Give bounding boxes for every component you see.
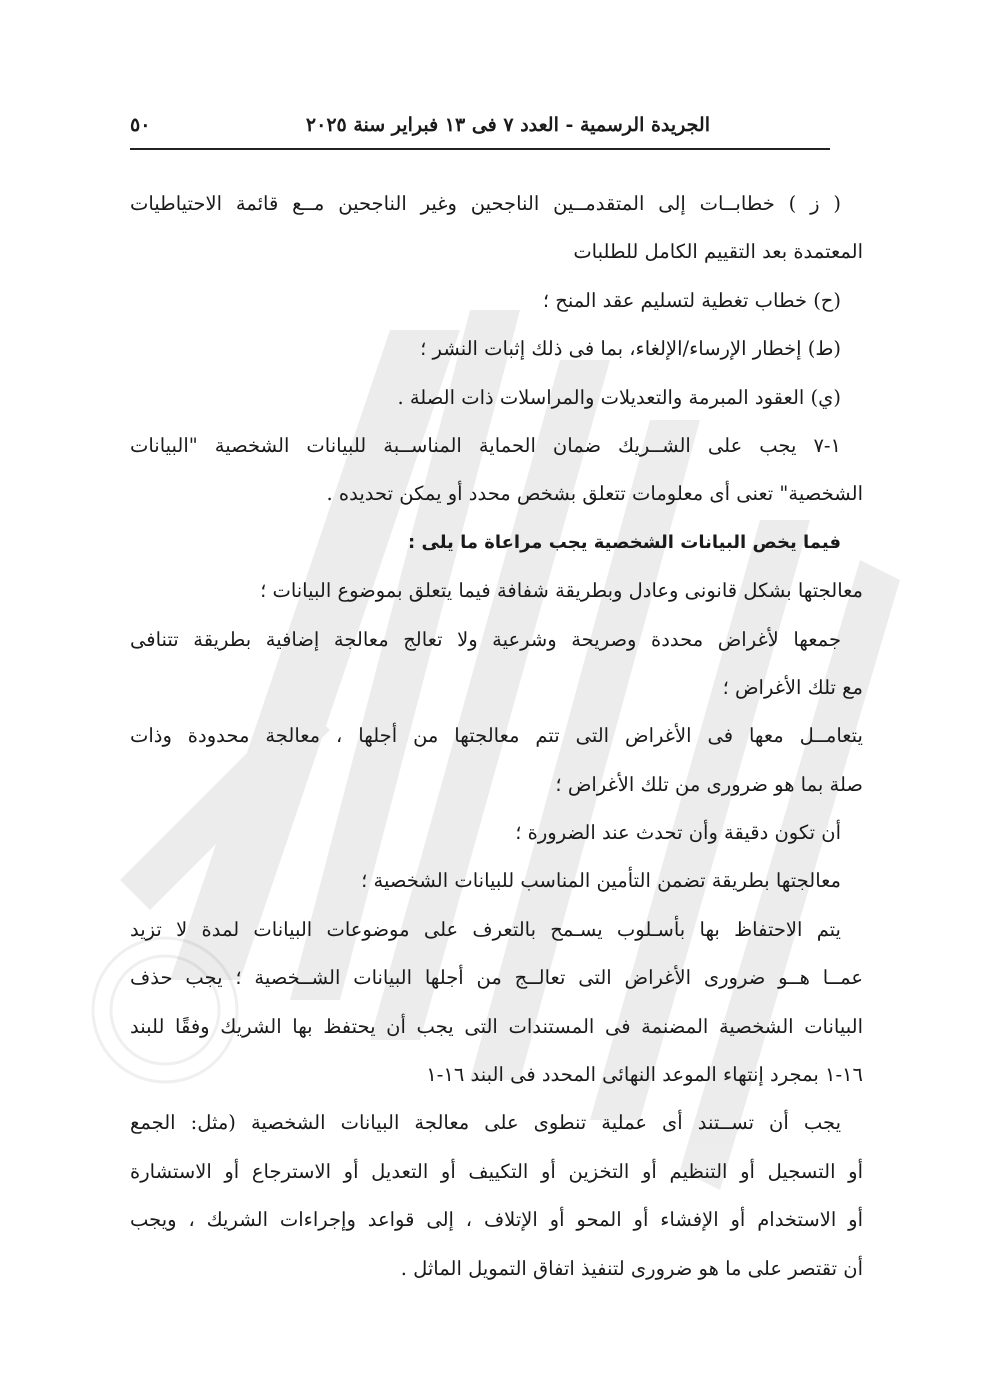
clause-1-7-line-2: الشخصية" تعنى أى معلومات تتعلق بشخص محدد أو يمكن تحديده . — [326, 482, 863, 506]
page-number: ٥٠ — [130, 114, 151, 136]
principle-minimal-line-1: يتعامــل معها فى الأغراض التى تتم معالجتها من أجلها ، معالجة محدودة وذات — [130, 724, 863, 748]
principle-minimal-line-2: صلة بما هو ضرورى من تلك الأغراض ؛ — [555, 772, 863, 796]
processing-line-4: أن تقتصر على ما هو ضرورى لتنفيذ اتفاق التمويل الماثل . — [400, 1256, 863, 1280]
item-y: (ي) العقود المبرمة والتعديلات والمراسلات ذات الصلة . — [397, 385, 841, 409]
principle-lawful: معالجتها بشكل قانونى وعادل وبطريقة شفافة فيما يتعلق بموضوع البيانات ؛ — [260, 579, 863, 603]
principle-retention-line-2: عمــا هــو ضرورى الأغراض التى تعالــج من أجلها البيانات الشــخصية ؛ يجب حذف — [130, 966, 863, 990]
principle-purpose-line-1: جمعها لأغراض محددة وصريحة وشرعية ولا تعالج معالجة إضافية بطريقة تتنافى — [130, 627, 841, 651]
newspaper-title: الجريدة الرسمية - العدد ٧ فى ١٣ فبراير سنة ٢٠٢٥ — [305, 114, 710, 136]
document-body — [130, 180, 863, 1293]
processing-line-1: يجب أن تســتند أى عملية تنطوى على معالجة البيانات الشخصية (مثل: الجمع — [130, 1111, 841, 1135]
section-heading: فيما يخص البيانات الشخصية يجب مراعاة ما يلى : — [408, 531, 841, 553]
principle-retention-line-4: ١٦-١ بمجرد إنتهاء الموعد النهائى المحدد فى البند ١٦-١ — [426, 1063, 863, 1087]
item-z-line-1: ( ز ) خطابــات إلى المتقدمــين الناجحين وغير الناجحين مــع قائمة الاحتياطيات — [130, 192, 841, 215]
processing-line-3: أو الاستخدام أو الإفشاء أو المحو أو الإتلاف ، إلى قواعد وإجراءات الشريك ، ويجب — [130, 1208, 863, 1232]
principle-accurate: أن تكون دقيقة وأن تحدث عند الضرورة ؛ — [515, 821, 841, 845]
item-h: (ح) خطاب تغطية لتسليم عقد المنح ؛ — [542, 288, 841, 312]
processing-line-2: أو التسجيل أو التنظيم أو التخزين أو التكييف أو التعديل أو الاسترجاع أو الاستشارة — [130, 1159, 863, 1183]
principle-purpose-line-2: مع تلك الأغراض ؛ — [722, 675, 863, 699]
principle-retention-line-1: يتم الاحتفاظ بها بأسـلوب يسـمح بالتعرف على موضوعات البيانات لمدة لا تزيد — [130, 917, 841, 941]
principle-retention-line-3: البيانات الشخصية المضنمة فى المستندات التى يجب أن يحتفظ بها الشريك وفقًا للبند — [130, 1014, 863, 1038]
item-t: (ط) إخطار الإرساء/الإلغاء، بما فى ذلك إثبات النشر ؛ — [420, 337, 841, 361]
item-z-line-2: المعتمدة بعد التقييم الكامل للطلبات — [573, 240, 863, 264]
clause-1-7-line-1: ١-٧ يجب على الشــريك ضمان الحماية المناســبة للبيانات الشخصية "البيانات — [130, 433, 841, 457]
principle-secure: معالجتها بطريقة تضمن التأمين المناسب للبيانات الشخصية ؛ — [361, 869, 841, 893]
page-header — [130, 112, 830, 150]
